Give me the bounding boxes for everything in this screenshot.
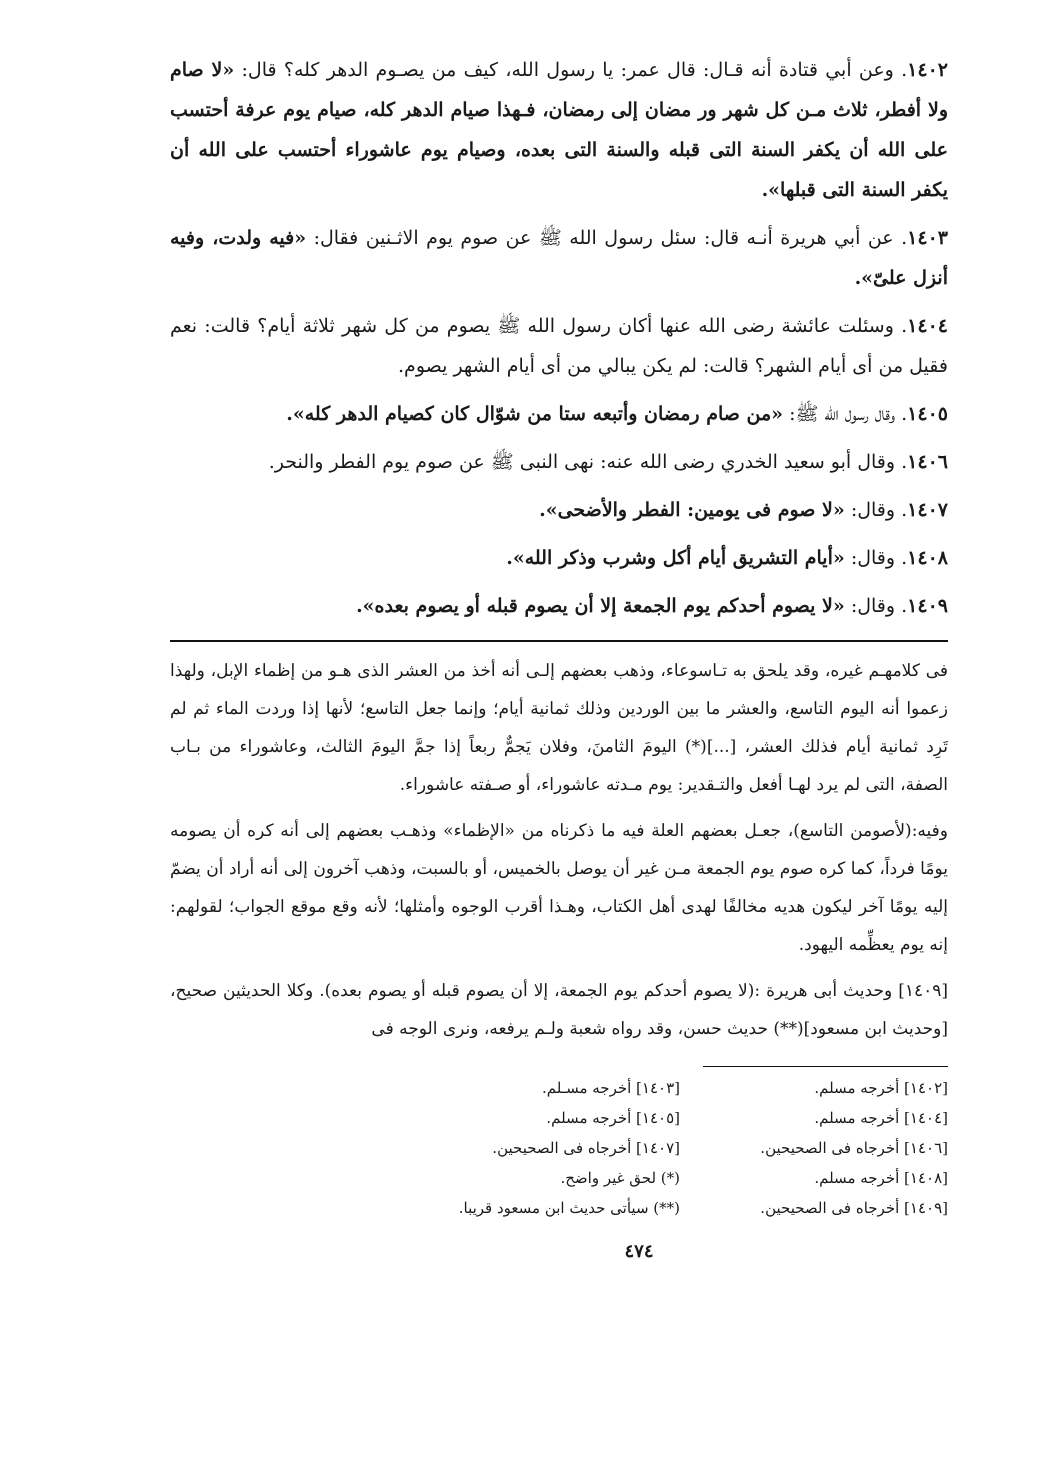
hadith-quote: «أيام التشريق أيام أكل وشرب وذكر الله». xyxy=(506,547,845,569)
hadith-text: وقال: xyxy=(850,595,896,617)
hadith-1403: ١٤٠٣. عن أبي هريرة أنـه قال: سئل رسول الله ﷺ عن صوم يوم الاثـنين فقال: «فيه ولدت، وفيه أنزل علىّ». xyxy=(170,227,948,289)
footnote: [١٤٠٤] أخرجه مسلم. xyxy=(814,1109,948,1127)
footnote: [١٤٠٣] أخرجه مسـلم. xyxy=(541,1079,680,1097)
hadith-text: وقال: xyxy=(850,547,896,569)
hadith-number: ١٤٠٣ xyxy=(907,227,948,249)
hadith-text: وقال رسول الله ﷺ: xyxy=(789,403,896,425)
commentary-paragraph: وفيه:(لأصومن التاسع)، جعـل بعضهم العلة فيه ما ذكرناه من «الإظماء» وذهـب بعضهم إلى أنه كره أن يصومه يومًا فرداً، كما كره صوم يوم الجمعة مـن غير أن يوصل بالخميس، أو بالسبت، وذهب آخرون إلى أنه أراد أن يضمّ إليه يومًا آخر ليكون هديه مخالفًا لهدى أهل الكتاب، وهـذا أقرب الوجوه وأمثلها؛ لأنه وقع موقع الجواب؛ لقولهم: إنه يوم يعظِّمه اليهود. xyxy=(170,821,948,955)
footnotes xyxy=(170,1075,948,1221)
hadith-1409: ١٤٠٩. وقال: «لا يصوم أحدكم يوم الجمعة إلا أن يصوم قبله أو يصوم بعده». xyxy=(356,595,948,617)
hadith-number: ١٤٠٨ xyxy=(907,547,948,569)
hadith-text: عن أبي هريرة أنـه قال: سئل رسول الله ﷺ عن صوم يوم الاثـنين فقال: xyxy=(313,227,894,249)
footnote: [١٤٠٨] أخرجه مسلم. xyxy=(814,1169,948,1187)
hadith-number: ١٤٠٩ xyxy=(907,595,948,617)
hadith-1408: ١٤٠٨. وقال: «أيام التشريق أيام أكل وشرب وذكر الله». xyxy=(506,547,948,569)
hadith-number: ١٤٠٦ xyxy=(907,451,948,473)
footnote: [١٤٠٦] أخرجاه فى الصحيحين. xyxy=(760,1139,948,1157)
page-number: ٤٧٤ xyxy=(624,1241,654,1262)
hadith-quote: «لا صوم فى يومين: الفطر والأضحى». xyxy=(539,499,845,521)
hadith-quote: «من صام رمضان وأتبعه ستا من شوّال كان كصيام الدهر كله». xyxy=(286,403,784,425)
footnote: (*) لحق غير واضح. xyxy=(560,1169,680,1187)
hadith-number: ١٤٠٧ xyxy=(907,499,948,521)
document-page xyxy=(170,50,948,1262)
footnote: [١٤٠٧] أخرجاه فى الصحيحين. xyxy=(492,1139,680,1157)
hadith-number: ١٤٠٢ xyxy=(907,59,948,81)
hadith-1404: ١٤٠٤. وسئلت عائشة رضى الله عنها أكان رسول الله ﷺ يصوم من كل شهر ثلاثة أيام؟ قالت: نعم فقيل من أى أيام الشهر؟ قالت: لم يكن يبالي من أى أيام الشهر يصوم. xyxy=(170,315,948,377)
hadith-1405: ١٤٠٥. وقال رسول الله ﷺ: «من صام رمضان وأتبعه ستا من شوّال كان كصيام الدهر كله». xyxy=(286,403,948,425)
footnote: [١٤٠٩] أخرجاه فى الصحيحين. xyxy=(760,1199,948,1217)
commentary-paragraph: فى كلامهـم غيره، وقد يلحق به تـاسوعاء، وذهب بعضهم إلـى أنه أخذ من العشر الذى هـو من إظماء الإبل، ولهذا زعموا أنه اليوم التاسع، والعشر ما بين الوردين وذلك ثمانية أيام؛ وإنما جعل التاسع؛ لأنها إذا وردت الماء ثم لم تَرِد ثمانية أيام فذلك العشر، [...](*) اليومَ الثامنَ، وفلان يَجمٌّ ربعاً إذا جمَّ اليومَ الثالث، وعاشوراء من بـاب الصفة، التى لم يرد لهـا أفعل والتـقدير: يوم مـدته عاشوراء، أو صـفته عاشوراء. xyxy=(170,661,948,795)
footnote-divider xyxy=(703,1066,948,1067)
hadith-text: وعن أبي قتادة أنه قـال: قال عمر: يا رسول الله، كيف من يصـوم الدهر كله؟ قال: xyxy=(241,59,894,81)
section-divider xyxy=(170,640,948,642)
hadith-number: ١٤٠٤ xyxy=(907,315,948,337)
hadith-1407: ١٤٠٧. وقال: «لا صوم فى يومين: الفطر والأضحى». xyxy=(539,499,948,521)
hadith-quote: «لا صام ولا أفطر، ثلاث مـن كل شهر ور مضان إلى رمضان، فـهذا صيام الدهر كله، صيام يوم عرفة أحتسب على الله أن يكفر السنة التى قبله والسنة التى بعده، وصيام يوم عاشوراء أحتسب على الله أن يكفر السنة التى قبلها». xyxy=(170,59,948,201)
hadith-section xyxy=(170,50,948,626)
footnote: [١٤٠٥] أخرجه مسلم. xyxy=(546,1109,680,1127)
footnote: (**) سيأتى حديث ابن مسعود قريبا. xyxy=(458,1199,680,1217)
hadith-text: وسئلت عائشة رضى الله عنها أكان رسول الله ﷺ يصوم من كل شهر ثلاثة أيام؟ قالت: نعم فقيل من أى أيام الشهر؟ قالت: لم يكن يبالي من أى أيام الشهر يصوم. xyxy=(170,315,948,377)
hadith-quote: «فيه ولدت، وفيه أنزل علىّ». xyxy=(170,227,948,289)
hadith-1406: ١٤٠٦. وقال أبو سعيد الخدري رضى الله عنه: نهى النبى ﷺ عن صوم يوم الفطر والنحر. xyxy=(268,451,948,473)
hadith-number: ١٤٠٥ xyxy=(907,403,948,425)
hadith-quote: «لا يصوم أحدكم يوم الجمعة إلا أن يصوم قبله أو يصوم بعده». xyxy=(356,595,845,617)
footnote: [١٤٠٢] أخرجه مسلم. xyxy=(814,1079,948,1097)
commentary-paragraph: [١٤٠٩] وحديث أبى هريرة :(لا يصوم أحدكم يوم الجمعة، إلا أن يصوم قبله أو يصوم بعده). وكلا الحديثين صحيح، [وحديث ابن مسعود](**) حديث حسن، وقد رواه شعبة ولـم يرفعه، ونرى الوجه فى xyxy=(170,981,948,1039)
hadith-text: وقال أبو سعيد الخدري رضى الله عنه: نهى النبى ﷺ عن صوم يوم الفطر والنحر. xyxy=(268,451,896,473)
hadith-text: وقال: xyxy=(850,499,896,521)
hadith-1402: ١٤٠٢. وعن أبي قتادة أنه قـال: قال عمر: يا رسول الله، كيف من يصـوم الدهر كله؟ قال: «لا صام ولا أفطر، ثلاث مـن كل شهر ور مضان إلى رمضان، فـهذا صيام الدهر كله، صيام يوم عرفة أحتسب على الله أن يكفر السنة التى قبله والسنة التى بعده، وصيام يوم عاشوراء أحتسب على الله أن يكفر السنة التى قبلها». xyxy=(170,59,948,201)
commentary-section xyxy=(170,652,948,1048)
